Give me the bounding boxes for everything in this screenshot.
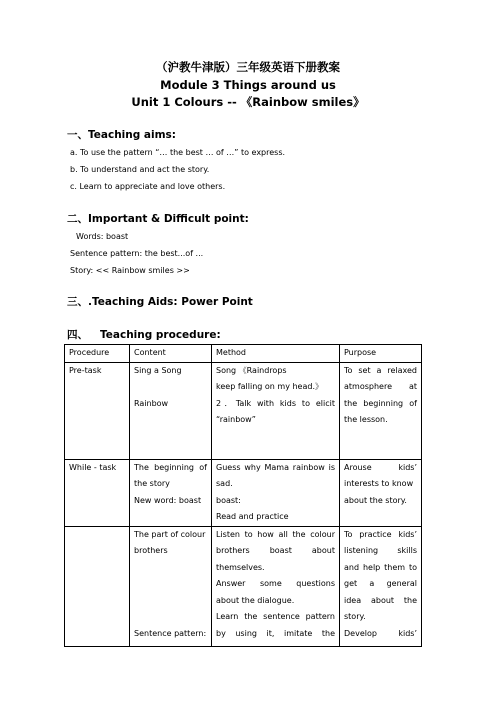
cell-content bbox=[130, 459, 212, 526]
cell-line: the story bbox=[134, 479, 170, 488]
cell-line: listening skills bbox=[344, 546, 417, 555]
cell-line: Song 《Raindrops bbox=[216, 365, 287, 375]
cell-line: The beginning of bbox=[134, 462, 207, 472]
cell-line: To practice kids’ bbox=[344, 529, 417, 539]
cell-line: boast: bbox=[216, 495, 241, 505]
cell-procedure bbox=[65, 362, 130, 459]
cell-content bbox=[130, 526, 212, 646]
cell-line: interests to know bbox=[344, 479, 414, 488]
cell-method bbox=[212, 362, 340, 459]
header-method: Method bbox=[212, 345, 340, 363]
table-row-pre-task bbox=[65, 362, 422, 459]
cell-method bbox=[212, 526, 340, 646]
cell-line: about the dialogue. bbox=[216, 595, 295, 605]
cell-line: get a general bbox=[344, 579, 417, 588]
section-heading-procedure bbox=[67, 328, 221, 342]
aim-item-b: b. To understand and act the story. bbox=[70, 165, 210, 174]
table-header-row bbox=[65, 345, 422, 363]
key-point-story: Story: << Rainbow smiles >> bbox=[70, 266, 190, 275]
cell-line: by using it, imitate the bbox=[216, 628, 335, 638]
cell-purpose bbox=[340, 362, 422, 459]
doc-title-module: Module 3 Things around us bbox=[160, 78, 336, 92]
cell-method bbox=[212, 459, 340, 526]
section-heading-teaching-aims: 一、Teaching aims: bbox=[67, 129, 176, 141]
cell-line: Learn the sentence pattern bbox=[216, 612, 335, 621]
cell-line: brothers boast about bbox=[216, 546, 335, 555]
cell-purpose bbox=[340, 459, 422, 526]
cell-line: the beginning of bbox=[344, 398, 417, 408]
cell-line: Rainbow bbox=[134, 398, 169, 408]
cell-line: New word: boast bbox=[134, 495, 202, 505]
doc-title-unit: Unit 1 Colours -- 《Rainbow smiles》 bbox=[131, 95, 365, 109]
cell-line: brothers bbox=[134, 546, 168, 555]
cell-line: 2．Talk with kids to elicit bbox=[216, 398, 335, 408]
cell-line: Develop kids’ bbox=[344, 628, 417, 638]
procedure-table bbox=[64, 344, 422, 647]
cell-line: Sentence pattern: bbox=[134, 628, 207, 638]
cell-line: themselves. bbox=[216, 562, 265, 572]
cell-line: Sing a Song bbox=[134, 365, 182, 375]
cell-line: the lesson. bbox=[344, 415, 388, 424]
aim-item-c: c. Learn to appreciate and love others. bbox=[70, 182, 226, 191]
header-content: Content bbox=[130, 345, 212, 363]
section-heading-teaching-aids: 三、.Teaching Aids: Power Point bbox=[67, 296, 253, 308]
header-purpose: Purpose bbox=[340, 345, 422, 363]
cell-line: While - task bbox=[69, 462, 117, 472]
doc-title-chinese: （沪教牛津版）三年级英语下册教案 bbox=[156, 60, 340, 74]
cell-procedure bbox=[65, 459, 130, 526]
cell-line: atmosphere at bbox=[344, 382, 417, 391]
key-point-words: Words: boast bbox=[76, 232, 129, 241]
cell-line: about the story. bbox=[344, 495, 407, 505]
cell-line: Guess why Mama rainbow is bbox=[216, 462, 335, 472]
cell-line: “rainbow” bbox=[216, 415, 256, 424]
table-row-colour-brothers bbox=[65, 526, 422, 646]
key-point-sentence-pattern: Sentence pattern: the best...of ... bbox=[70, 249, 204, 258]
cell-line: idea about the bbox=[344, 595, 417, 605]
cell-content bbox=[130, 362, 212, 459]
cell-line: keep falling on my head.》 bbox=[216, 382, 323, 391]
cell-purpose bbox=[340, 526, 422, 646]
cell-line: The part of colour bbox=[134, 529, 206, 539]
section-heading-key-points: 二、Important & Difficult point: bbox=[67, 213, 249, 225]
cell-procedure bbox=[65, 526, 130, 646]
aim-item-a: a. To use the pattern “… the best … of …” to express. bbox=[70, 148, 286, 157]
header-procedure: Procedure bbox=[65, 345, 130, 363]
table-row-while-task bbox=[65, 459, 422, 526]
cell-line: and help them to bbox=[344, 562, 417, 572]
cell-line: story. bbox=[344, 612, 366, 621]
section-number: 四、 bbox=[67, 329, 88, 341]
cell-line: To set a relaxed bbox=[344, 365, 417, 375]
cell-line: Arouse kids’ bbox=[344, 462, 417, 472]
cell-line: Answer some questions bbox=[216, 579, 335, 588]
cell-line: Read and practice bbox=[216, 512, 289, 521]
section-title: Teaching procedure: bbox=[100, 329, 221, 341]
cell-line: Pre-task bbox=[69, 365, 102, 375]
cell-line: sad. bbox=[216, 479, 233, 488]
cell-line: Listen to how all the colour bbox=[216, 529, 335, 539]
